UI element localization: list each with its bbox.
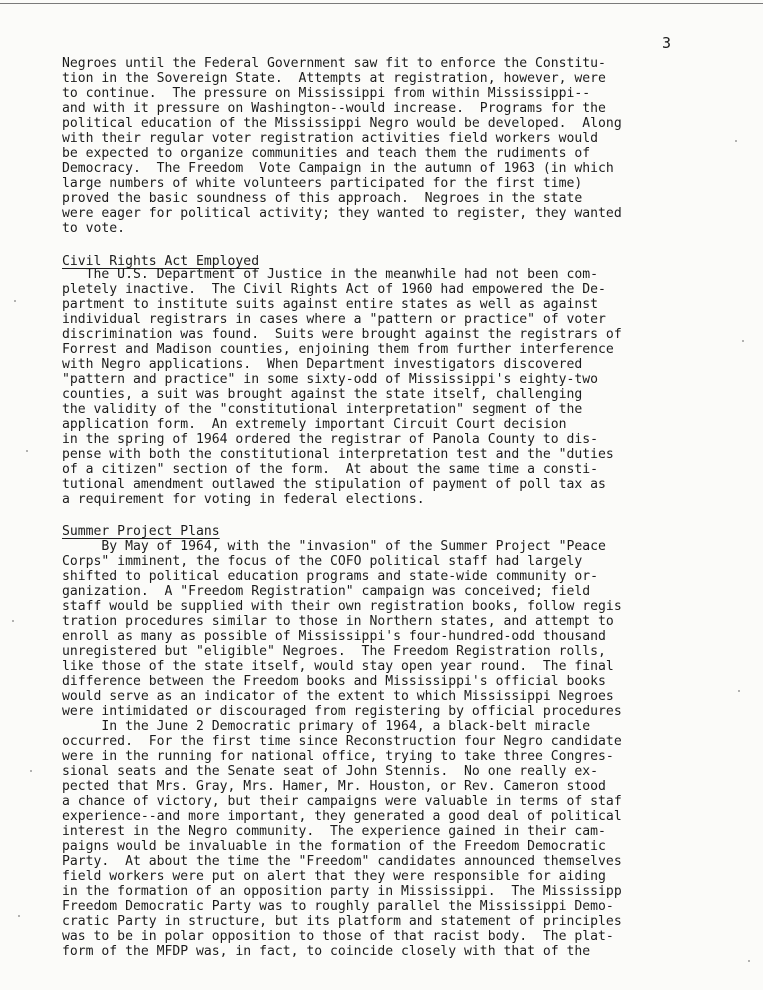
text-line: staff would be supplied with their own registration books, follow regis: [62, 599, 622, 614]
text-line: to continue. The pressure on Mississippi from within Mississippi--: [62, 86, 591, 101]
text-line: shifted to political education programs and state-wide community or-: [62, 569, 599, 584]
page-number: 3: [662, 34, 672, 52]
text-line: political education of the Mississippi Negro would be developed. Along: [62, 116, 622, 131]
text-line: By May of 1964, with the "invasion" of the Summer Project "Peace: [62, 539, 606, 554]
text-line: sional seats and the Senate seat of John Stennis. No one really ex-: [62, 764, 599, 779]
text-line: counties, a suit was brought against the state itself, challenging: [62, 387, 583, 402]
text-line: were in the running for national office, trying to take three Congres-: [62, 749, 614, 764]
text-line: the validity of the "constitutional interpretation" segment of the: [62, 402, 583, 417]
text-line: partment to institute suits against entire states as well as against: [62, 297, 599, 312]
text-line: The U.S. Department of Justice in the meanwhile had not been com-: [62, 267, 599, 282]
text-line: paigns would be invaluable in the formation of the Freedom Democratic: [62, 839, 606, 854]
text-line: like those of the state itself, would stay open year round. The final: [62, 659, 614, 674]
scan-speck: [26, 450, 28, 452]
scan-speck: [748, 960, 750, 962]
text-line: tion in the Sovereign State. Attempts at registration, however, were: [62, 71, 606, 86]
scan-speck: [12, 620, 14, 622]
text-line: large numbers of white volunteers participated for the first time): [62, 176, 583, 191]
text-line: tration procedures similar to those in Northern states, and attempt to: [62, 614, 614, 629]
section-heading-summer-project-plans: Summer Project Plans: [62, 524, 220, 539]
text-line: to vote.: [62, 221, 126, 236]
text-line: "pattern and practice" in some sixty-odd of Mississippi's eighty-two: [62, 372, 599, 387]
text-line: Forrest and Madison counties, enjoining them from further interference: [62, 342, 614, 357]
scan-speck: [735, 140, 737, 142]
text-line: field workers were put on alert that they were responsible for aiding: [62, 869, 606, 884]
text-line: were intimidated or discouraged from registering by official procedures: [62, 704, 622, 719]
text-line: occurred. For the first time since Reconstruction four Negro candidate: [62, 734, 622, 749]
text-line: discrimination was found. Suits were brought against the registrars of: [62, 327, 622, 342]
text-line: proved the basic soundness of this approach. Negroes in the state: [62, 191, 583, 206]
text-line: pletely inactive. The Civil Rights Act of 1960 had empowered the De-: [62, 282, 606, 297]
text-line: a requirement for voting in federal elections.: [62, 492, 425, 507]
scan-speck: [738, 690, 740, 692]
text-line: unregistered but "eligible" Negroes. The Freedom Registration rolls,: [62, 644, 606, 659]
text-line: application form. An extremely important Circuit Court decision: [62, 417, 567, 432]
text-line: enroll as many as possible of Mississippi's four-hundred-odd thousand: [62, 629, 606, 644]
text-line: In the June 2 Democratic primary of 1964, a black-belt miracle: [62, 719, 591, 734]
text-line: interest in the Negro community. The experience gained in their cam-: [62, 824, 606, 839]
scan-speck: [14, 300, 16, 302]
text-line: difference between the Freedom books and Mississippi's official books: [62, 674, 606, 689]
text-line: with Negro applications. When Department investigators discovered: [62, 357, 583, 372]
text-line: Negroes until the Federal Government saw fit to enforce the Constitu-: [62, 56, 606, 71]
text-line: in the formation of an opposition party in Mississippi. The Mississipp: [62, 884, 622, 899]
text-line: were eager for political activity; they wanted to register, they wanted: [62, 206, 622, 221]
scan-speck: [30, 770, 32, 772]
text-line: in the spring of 1964 ordered the registrar of Panola County to dis-: [62, 432, 599, 447]
text-line: of a citizen" section of the form. At about the same time a consti-: [62, 462, 599, 477]
text-line: was to be in polar opposition to those of that racist body. The plat-: [62, 929, 614, 944]
text-line: would serve as an indicator of the extent to which Mississippi Negroes: [62, 689, 614, 704]
text-line: be expected to organize communities and teach them the rudiments of: [62, 146, 591, 161]
text-line: a chance of victory, but their campaigns were valuable in terms of staf: [62, 794, 622, 809]
text-line: tutional amendment outlawed the stipulation of payment of poll tax as: [62, 477, 606, 492]
text-line: pected that Mrs. Gray, Mrs. Hamer, Mr. Houston, or Rev. Cameron stood: [62, 779, 606, 794]
text-line: form of the MFDP was, in fact, to coincide closely with that of the: [62, 944, 591, 959]
scan-speck: [18, 915, 20, 917]
section-heading-civil-rights-act: Civil Rights Act Employed: [62, 254, 260, 269]
text-line: experience--and more important, they generated a good deal of political: [62, 809, 622, 824]
text-line: with their regular voter registration activities field workers would: [62, 131, 599, 146]
scan-speck: [742, 340, 744, 342]
text-line: pense with both the constitutional interpretation test and the "duties: [62, 447, 614, 462]
text-line: Corps" imminent, the focus of the COFO political staff had largely: [62, 554, 583, 569]
text-line: cratic Party in structure, but its platform and statement of principles: [62, 914, 622, 929]
text-line: Party. At about the time the "Freedom" candidates announced themselves: [62, 854, 622, 869]
text-line: individual registrars in cases where a "pattern or practice" of voter: [62, 312, 606, 327]
text-line: Freedom Democratic Party was to roughly parallel the Mississippi Demo-: [62, 899, 614, 914]
text-line: ganization. A "Freedom Registration" campaign was conceived; field: [62, 584, 591, 599]
text-line: Democracy. The Freedom Vote Campaign in the autumn of 1963 (in which: [62, 161, 614, 176]
text-line: and with it pressure on Washington--would increase. Programs for the: [62, 101, 606, 116]
